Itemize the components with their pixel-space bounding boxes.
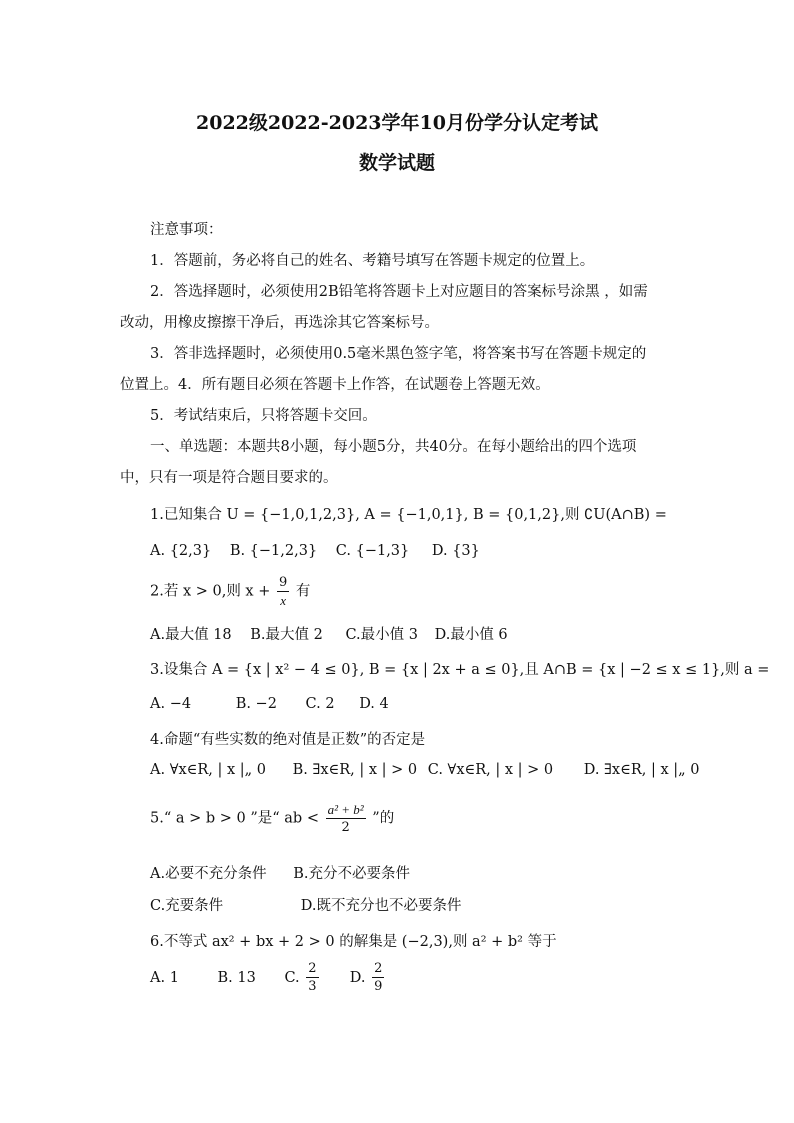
option-b: B. 13 <box>217 969 256 986</box>
option-c: C. $\frac{2}{3}$ <box>284 961 317 994</box>
question-2-options <box>150 623 508 644</box>
section-heading-line1: 一、单选题：本题共8小题，每小题5分，共40分。在每小题给出的四个选项 <box>150 439 637 455</box>
option-a: A. 1 <box>150 969 179 986</box>
fraction: $\frac{9}{x}$ <box>278 575 288 608</box>
question-1-stem: 1.已知集合 U = {−1,0,1,2,3}, A = {−1,0,1}, B = {0,1,2},则 ∁U(A∩B) = <box>150 507 667 523</box>
option-c: C. {−1,3} <box>335 543 410 559</box>
question-5-stem: 5.“ a > b > 0 ”是“ ab < $\frac{\text{a² + b²}}{2}$ ”的 <box>150 802 395 835</box>
option-a: A. ∀x∈R, | x |„ 0 <box>150 762 266 778</box>
notice-heading: 注意事项： <box>150 222 223 238</box>
question-3-options <box>150 696 389 712</box>
option-d: D. 4 <box>359 696 389 712</box>
question-4-options <box>150 762 700 778</box>
exam-subtitle: 数学试题 <box>358 152 435 174</box>
option-b: B. {−1,2,3} <box>229 543 318 559</box>
question-5-options-row1 <box>150 862 410 883</box>
option-c: C.充要条件 <box>150 898 224 914</box>
option-b: B.充分不必要条件 <box>293 866 410 882</box>
fraction: $\frac{\text{a² + b²}}{2}$ <box>327 802 364 835</box>
option-d: D.最小值 6 <box>434 627 508 643</box>
question-4-stem: 4.命题“有些实数的绝对值是正数”的否定是 <box>150 732 426 748</box>
notice-item-5: 5．考试结束后，只将答题卡交回。 <box>150 408 377 424</box>
option-a: A.最大值 18 <box>150 627 232 643</box>
notice-item-3a: 3．答非选择题时，必须使用0.5毫米黑色签字笔，将答案书写在答题卡规定的 <box>150 346 647 362</box>
option-b: B.最大值 2 <box>250 627 323 643</box>
option-d: D. $\frac{2}{9}$ <box>349 961 383 994</box>
question-6-options <box>150 962 386 993</box>
option-c: C. ∀x∈R, | x | > 0 <box>427 762 554 778</box>
fraction: $\frac{2}{9}$ <box>374 961 383 994</box>
option-a: A. −4 <box>150 696 192 712</box>
question-1-options <box>150 543 480 559</box>
option-c: C. 2 <box>305 696 335 712</box>
question-2-stem: 2.若 x > 0,则 x + $\frac{9}{x}$ 有 <box>150 575 311 608</box>
option-d: D.既不充分也不必要条件 <box>300 898 462 914</box>
option-d: D. ∃x∈R, | x |„ 0 <box>583 762 700 778</box>
option-d: D. {3} <box>431 543 480 559</box>
section-heading-line2: 中，只有一项是符合题目要求的。 <box>120 470 338 486</box>
question-6-stem: 6.不等式 ax² + bx + 2 > 0 的解集是 (−2,3),则 a² + b² 等于 <box>150 934 557 950</box>
option-b: B. ∃x∈R, | x | > 0 <box>292 762 418 778</box>
option-a: A.必要不充分条件 <box>150 866 267 882</box>
question-3-stem: 3.设集合 A = {x | x² − 4 ≤ 0}, B = {x | 2x + a ≤ 0},且 A∩B = {x | −2 ≤ x ≤ 1},则 a = <box>150 662 770 678</box>
option-a: A. {2,3} <box>150 543 212 559</box>
fraction: $\frac{2}{3}$ <box>308 961 317 994</box>
notice-item-2b: 改动，用橡皮擦擦干净后，再选涂其它答案标号。 <box>120 315 439 331</box>
notice-item-2a: 2．答选择题时，必须使用2B铅笔将答题卡上对应题目的答案标号涂黑 ，如需 <box>150 284 648 300</box>
option-c: C.最小值 3 <box>345 627 418 643</box>
exam-title: 2022级2022-2023学年10月份学分认定考试 <box>196 112 598 134</box>
notice-item-1: 1．答题前，务必将自己的姓名、考籍号填写在答题卡规定的位置上。 <box>150 253 595 269</box>
option-b: B. −2 <box>235 696 277 712</box>
notice-item-3b: 位置上。4．所有题目必须在答题卡上作答，在试题卷上答题无效。 <box>120 377 550 393</box>
question-5-options-row2 <box>150 894 462 915</box>
